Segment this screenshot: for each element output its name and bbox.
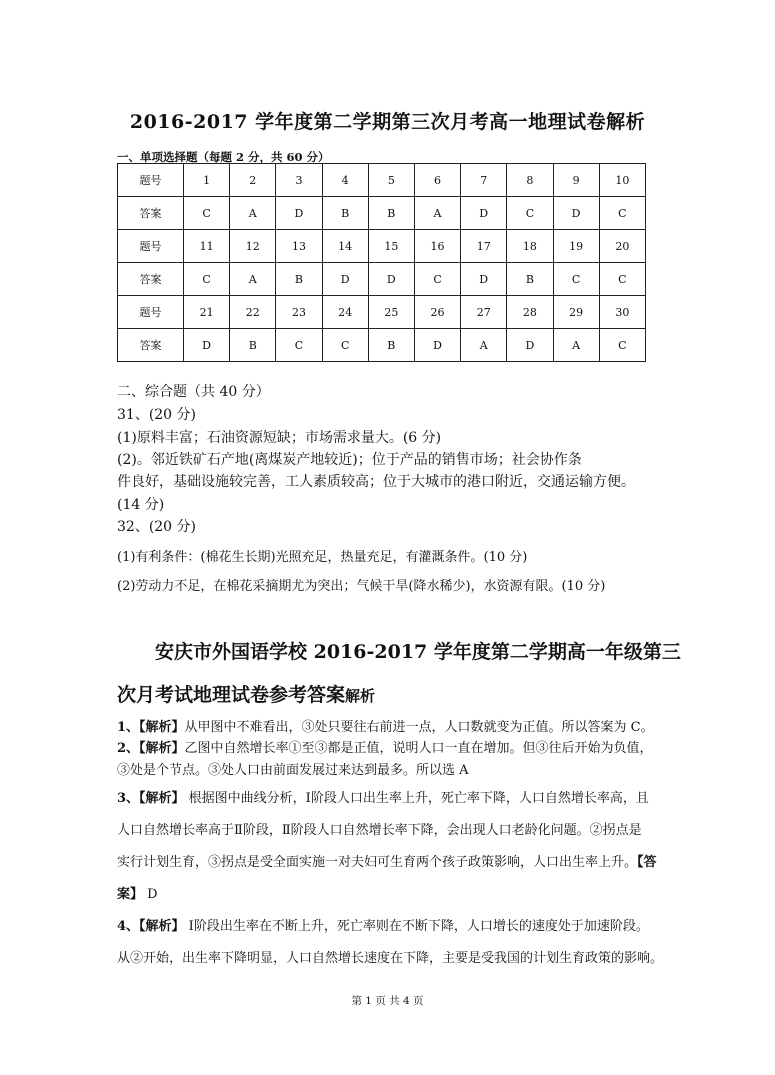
question-number: 20 — [599, 230, 645, 263]
answer-table — [117, 163, 646, 362]
analysis-3-answer-tag-end: 案】 — [117, 887, 144, 902]
section1-heading: 一、单项选择题（每题 2 分，共 60 分） — [117, 150, 330, 164]
answer-value: C — [322, 329, 368, 362]
question-number: 5 — [368, 164, 414, 197]
question-number: 28 — [507, 296, 553, 329]
question-number: 25 — [368, 296, 414, 329]
answer-value: A — [414, 197, 460, 230]
question-number: 12 — [230, 230, 276, 263]
analysis-3-answer-value: D — [143, 887, 158, 902]
section2-heading: 二、综合题（共 40 分） — [117, 384, 270, 400]
answer-value: D — [461, 263, 507, 296]
answer-value: A — [230, 263, 276, 296]
analysis-3-tag: 3、【解析】 — [117, 791, 185, 806]
question-number: 24 — [322, 296, 368, 329]
question-number: 6 — [414, 164, 460, 197]
q31-header: 31、(20 分) — [117, 407, 197, 423]
question-number: 14 — [322, 230, 368, 263]
table-row — [118, 263, 646, 296]
analysis-4 — [117, 915, 727, 934]
question-number: 2 — [230, 164, 276, 197]
analysis-3-answer — [117, 883, 727, 902]
answer-value: B — [230, 329, 276, 362]
row-label-question: 题号 — [118, 230, 184, 263]
question-number: 29 — [553, 296, 599, 329]
analysis-1 — [117, 716, 727, 735]
answer-value: D — [184, 329, 230, 362]
analysis-3-cont2 — [117, 851, 727, 870]
analysis-2-text: 乙图中自然增长率①至③都是正值，说明人口一直在增加。但③往后开始为负值， — [184, 741, 653, 756]
analysis-2 — [117, 737, 727, 756]
document-title: 2016-2017 学年度第二学期第三次月考高一地理试卷解析 — [129, 111, 646, 133]
row-label-answer: 答案 — [118, 329, 184, 362]
answer-value: A — [553, 329, 599, 362]
answer-value: D — [368, 263, 414, 296]
analysis-3-text: 根据图中曲线分析，Ⅰ阶段人口出生率上升，死亡率下降，人口自然增长率高，且 — [184, 791, 649, 806]
answer-value: C — [414, 263, 460, 296]
answer-value: C — [276, 329, 322, 362]
question-number: 23 — [276, 296, 322, 329]
question-number: 8 — [507, 164, 553, 197]
question-number: 19 — [553, 230, 599, 263]
analysis-4-cont: 从②开始，出生率下降明显，人口自然增长速度在下降，主要是受我国的计划生育政策的影响。 — [117, 951, 664, 966]
answer-value: B — [507, 263, 553, 296]
answer-value: C — [599, 263, 645, 296]
answer-value: C — [507, 197, 553, 230]
answer-value: A — [230, 197, 276, 230]
q31-part1: (1)原料丰富；石油资源短缺；市场需求量大。(6 分) — [117, 430, 442, 446]
answer-value: A — [461, 329, 507, 362]
row-label-question: 题号 — [118, 296, 184, 329]
question-number: 15 — [368, 230, 414, 263]
question-number: 22 — [230, 296, 276, 329]
analysis-1-text: 从甲图中不难看出，③处只要往右前进一点，人口数就变为正值。所以答案为 C。 — [184, 720, 654, 735]
question-number: 26 — [414, 296, 460, 329]
question-number: 18 — [507, 230, 553, 263]
question-number: 7 — [461, 164, 507, 197]
answer-value: D — [461, 197, 507, 230]
question-number: 1 — [184, 164, 230, 197]
analysis-3-cont1: 人口自然增长率高于Ⅱ阶段，Ⅱ阶段人口自然增长率下降，会出现人口老龄化问题。②拐点是 — [117, 823, 642, 838]
question-number: 10 — [599, 164, 645, 197]
analysis-3-answer-tag-start: 【答 — [637, 855, 657, 870]
answer-value: C — [599, 197, 645, 230]
page-footer: 第 1 页 共 4 页 — [351, 995, 424, 1007]
q32-part1: (1)有利条件：(棉花生长期)光照充足，热量充足，有灌溉条件。(10 分) — [117, 550, 528, 565]
answer-value: B — [368, 329, 414, 362]
answer-value: C — [553, 263, 599, 296]
table-row — [118, 329, 646, 362]
table-row — [118, 230, 646, 263]
answer-value: D — [414, 329, 460, 362]
table-row — [118, 296, 646, 329]
analysis-2-cont: ③处是个节点。③处人口由前面发展过来达到最多。所以选 A — [117, 763, 469, 778]
row-label-question: 题号 — [118, 164, 184, 197]
question-number: 13 — [276, 230, 322, 263]
q31-part2-line3: (14 分) — [117, 497, 165, 513]
table-row — [118, 164, 646, 197]
answer-value: B — [276, 263, 322, 296]
row-label-answer: 答案 — [118, 263, 184, 296]
answer-key-title-main: 次月考试地理试卷参考答案 — [117, 684, 346, 706]
answer-value: D — [507, 329, 553, 362]
question-number: 30 — [599, 296, 645, 329]
question-number: 11 — [184, 230, 230, 263]
analysis-2-tag: 2、【解析】 — [117, 741, 185, 756]
answer-value: C — [184, 263, 230, 296]
answer-value: B — [322, 197, 368, 230]
q31-part2-line1: (2)。邻近铁矿石产地(离煤炭产地较近)；位于产品的销售市场；社会协作条 — [117, 452, 582, 468]
answer-value: D — [276, 197, 322, 230]
answer-value: D — [322, 263, 368, 296]
answer-key-title-line1: 安庆市外国语学校 2016-2017 学年度第二学期高一年级第三 — [155, 641, 681, 663]
answer-value: B — [368, 197, 414, 230]
answer-key-title-tail: 解析 — [345, 687, 376, 705]
answer-key-title-line2 — [117, 680, 375, 707]
answer-value: D — [553, 197, 599, 230]
analysis-1-tag: 1、【解析】 — [117, 720, 185, 735]
q31-part2-line2: 件良好，基础设施较完善，工人素质较高；位于大城市的港口附近，交通运输方便。 — [117, 474, 635, 490]
q32-header: 32、(20 分) — [117, 519, 197, 535]
analysis-3 — [117, 787, 727, 806]
question-number: 21 — [184, 296, 230, 329]
question-number: 3 — [276, 164, 322, 197]
question-number: 4 — [322, 164, 368, 197]
analysis-4-tag: 4、【解析】 — [117, 919, 185, 934]
question-number: 17 — [461, 230, 507, 263]
row-label-answer: 答案 — [118, 197, 184, 230]
question-number: 16 — [414, 230, 460, 263]
answer-value: C — [599, 329, 645, 362]
question-number: 9 — [553, 164, 599, 197]
analysis-3-cont2-text: 实行计划生育，③拐点是受全面实施一对夫妇可生育两个孩子政策影响，人口出生率上升。 — [117, 855, 638, 870]
q32-part2: (2)劳动力不足，在棉花采摘期尤为突出；气候干旱(降水稀少)，水资源有限。(10 分) — [117, 579, 606, 594]
question-number: 27 — [461, 296, 507, 329]
answer-value: C — [184, 197, 230, 230]
analysis-4-text: Ⅰ阶段出生率在不断上升，死亡率则在不断下降，人口增长的速度处于加速阶段。 — [184, 919, 649, 934]
table-row — [118, 197, 646, 230]
